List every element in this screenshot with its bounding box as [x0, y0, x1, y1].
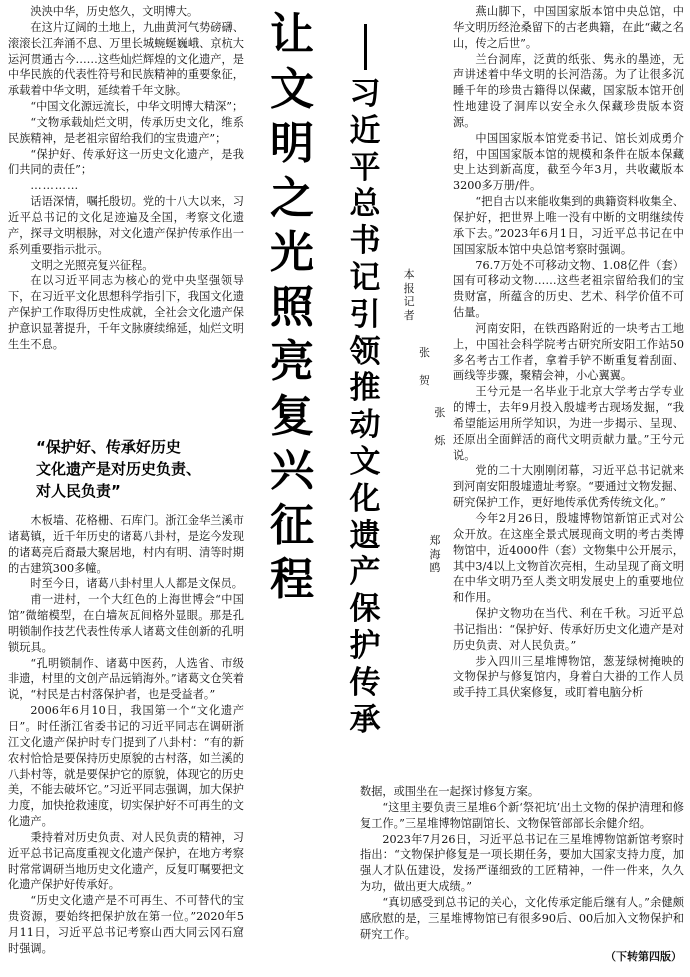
byline-char: 张 [434, 406, 446, 419]
paragraph: 时至今日，诸葛八卦村里人人都是文保员。 [30, 577, 243, 591]
subheadline-char: 近 [349, 112, 381, 149]
paragraph: 在这片辽阔的土地上，九曲黄河气势磅礴、滚滚长江奔涌不息、万里长城蜿蜒巍峨、京杭大运河贯通古今……这些灿烂辉煌的文化遗产，是中华民族的代表性符号和民族精神的重要象征，承载着中华文明，延续着千年文脉。 [8, 20, 244, 98]
paragraph: 党的二十大刚刚闭幕，习近平总书记就来到河南安阳殷墟遗址考察。“要通过文物发掘、研究保护工作，更好地传承优秀传统文化。” [453, 464, 684, 510]
byline-column [434, 268, 446, 488]
em-dash [364, 24, 367, 70]
byline-column [418, 268, 430, 488]
paragraph: 2006年6月10日，我国第一个“文化遗产日”。时任浙江省委书记的习近平同志在调研浙江文化遗产保护时专门提到了八卦村：“有的新农村恰恰是要保持历史原貌的古村落，如兰溪的八卦村等，就是要保护它的原貌，体现它的历史美，不能去破坏它。”习近平同志强调，加大保护力度，加快抢救速度，切实保护好不可再生的文化遗产。 [8, 704, 244, 829]
paragraph: “中国文化源远流长，中华文明博大精深”； [30, 100, 244, 114]
paragraph: “保护好、传承好这一历史文化遗产，是我们共同的责任”； [8, 147, 244, 177]
paragraph: “历史文化遗产是不可再生、不可替代的宝贵资源，要始终把保护放在第一位。”2020年5月11日，习近平总书记考察山西大同云冈石窟时强调。 [8, 894, 244, 955]
byline-char: 烁 [434, 433, 446, 447]
paragraph: 中国国家版本馆党委书记、馆长刘成勇介绍，中国国家版本馆的规模和条件在版本保藏史上达到新高度，截至今年3月，共收藏版本3200多万册/件。 [453, 131, 684, 193]
headline-char: 让 [270, 9, 314, 60]
subheadline-char: 化 [349, 480, 381, 517]
subheadline-char: 引 [349, 296, 381, 333]
headline-char: 明 [270, 118, 314, 169]
byline-column [428, 534, 442, 614]
paragraph: 泱泱中华，历史悠久，文明博大。 [30, 5, 199, 18]
paragraph: 河南安阳，在铁西路附近的一块考古工地上，中国社会科学院考古研究所安阳工作站50多名考古工作者，拿着手铲不断重复着刮面、画线等步骤，聚精会神，小心翼翼。 [453, 321, 684, 383]
paragraph: 燕山脚下，中国国家版本馆中央总馆，中华文明历经沧桑留下的古老典籍，在此“藏之名山，传之后世”。 [453, 5, 684, 50]
paragraph: 数据，或围坐在一起探讨修复方案。 [360, 785, 540, 798]
subheadline [342, 24, 388, 738]
subheadline-char: 习 [349, 76, 381, 112]
byline-char: 记 [403, 295, 415, 308]
paragraph: 木板墙、花格栅、石库门。浙江金华兰溪市诸葛镇，近千年历史的诸葛八卦村，是迄今发现的诸葛亮后裔最大聚居地，村内有明、清等时期的古建筑300多幢。 [8, 514, 244, 575]
subheadline-char: 推 [349, 370, 381, 407]
subheadline-char: 记 [349, 259, 381, 296]
paragraph: “真切感受到总书记的关心，文化传承定能后继有人。”余健颇感欣慰的是，三星堆博物馆已有很多90后、00后加入文物保护和研究工作。 [360, 895, 684, 941]
subheadline-char: 文 [349, 443, 381, 480]
byline-char: 张 [418, 346, 430, 359]
paragraph: “孔明锁制作、诸葛中医药，人选省、市级非遗，村里的文创产品远销海外。”诸葛文仓笑着说，“村民是古村落保护者，也是受益者。” [8, 656, 244, 702]
ellipsis-line: ………… [30, 179, 80, 193]
byline [403, 268, 449, 488]
paragraph: 秉持着对历史负责、对人民负责的精神，习近平总书记高度重视文化遗产保护，在地方考察时常常调研当地历史文化遗产，反复叮嘱要把文化遗产保护好传承好。 [8, 830, 244, 892]
headline [262, 8, 322, 608]
byline-char: 者 [403, 308, 415, 322]
subheadline-char: 承 [349, 701, 381, 738]
paragraph: 文明之光照亮复兴征程。 [30, 258, 154, 272]
article-column-bottom [360, 784, 684, 942]
paragraph: 兰台洞库，泛黄的纸张、隽永的墨迹，无声讲述着中华文明的长河浩荡。为了让很多沉睡千年的珍贵古籍得以保藏，国家版本馆开创性地建设了洞库以安全永久保藏珍贵版本资源。 [453, 52, 684, 129]
subheadline-char: 护 [349, 627, 381, 664]
headline-char: 文 [270, 63, 314, 115]
paragraph: “这里主要负责三星堆6个新‘祭祀坑’出土文物的保护清理和修复工作。”三星堆博物馆副馆长、文物保管部部长余健介绍。 [360, 800, 684, 830]
paragraph: 2023年7月26日，习近平总书记在三星堆博物馆新馆考察时指出：“文物保护修复是一项长期任务，要加大国家支持力度，加强人才队伍建设，发扬严谨细致的工匠精神，一件一件来，久久为功，做出更大成绩。” [360, 832, 684, 894]
paragraph: 76.7万处不可移动文物、1.08亿件（套）国有可移动文物……这些老祖宗留给我们的宝贵财富，所蕴含的历史、艺术、科学价值不可估量。 [453, 258, 684, 320]
subheading-line: “保护好、传承好历史 [36, 438, 181, 456]
headline-char: 程 [270, 554, 314, 605]
paragraph: 话语深情，嘱托殷切。党的十八大以来，习近平总书记的文化足迹遍及全国，考察文化遗产，探寻文明根脉，对文化遗产保护传承作出一系列重要指示批示。 [8, 195, 244, 256]
byline-char: 郑 [429, 534, 441, 547]
subheadline-char: 书 [349, 223, 381, 260]
paragraph: 在以习近平同志为核心的党中央坚强领导下，在习近平文化思想科学指引下，我国文化遗产保护工作取得历史性成就，全社会文化遗产保护意识显著提升，千年文脉赓续绵延，灿烂文明生生不息。 [8, 274, 244, 351]
section-subheading [36, 436, 241, 502]
subheadline-char: 传 [349, 664, 381, 701]
subheading-line: 文化遗产是对历史负责、 [36, 460, 202, 478]
paragraph: 甫一进村，一个大红色的上海世博会“中国馆”微缩模型，在白墙灰瓦间格外显眼。那是孔明锁制作技艺代表性传承人诸葛文佳创新的孔明锁玩具。 [8, 593, 244, 654]
paragraph: “文物承载灿烂文明，传承历史文化，维系民族精神，是老祖宗留给我们的宝贵遗产”； [8, 115, 244, 145]
continuation-note: （下转第四版） [605, 950, 682, 963]
subheadline-char: 遗 [349, 517, 381, 554]
paragraph: 今年2月26日，殷墟博物馆新馆正式对公众开放。在这座全景式展现商文明的考古类博物馆中，近4000件（套）文物集中公开展示，其中3/4以上文物首次亮相，生动呈现了商文明在中华文明乃至人类文明发展史上的重要地位和作用。 [453, 512, 684, 605]
paragraph: 保护文物功在当代、利在千秋。习近平总书记指出：“保护好、传承好历史文化遗产是对历史负责、对人民负责。” [453, 607, 684, 652]
headline-char: 之 [270, 172, 314, 224]
subheading-line: 对人民负责” [36, 482, 121, 500]
headline-char: 复 [270, 390, 314, 442]
article-column-left-lower [8, 513, 244, 957]
paragraph: “把自古以来能收集到的典籍资料收集全、保护好，把世界上唯一没有中断的文明继续传承下去。”2023年6月1日，习近平总书记在中国国家版本馆中央总馆考察时强调。 [453, 195, 684, 256]
headline-char: 光 [270, 227, 314, 278]
byline-column [403, 268, 415, 488]
byline-char: 本 [403, 268, 415, 281]
headline-char: 兴 [270, 445, 314, 496]
headline-char: 征 [270, 499, 314, 551]
paragraph: 王兮元是一名毕业于北京大学考古学专业的博士，去年9月投入殷墟考古现场发掘，“我希望能运用所学知识，为进一步揭示、呈现、还原出全面鲜活的商代文明贡献力量。”王兮元说。 [453, 385, 684, 462]
byline-char: 贺 [418, 373, 430, 387]
subheadline-char: 领 [349, 333, 381, 370]
subheadline-char: 平 [349, 149, 381, 186]
article-column-left [8, 4, 244, 353]
subheadline-char: 保 [349, 591, 381, 628]
subheadline-char: 产 [349, 554, 381, 591]
headline-char: 照 [270, 281, 314, 333]
byline-char: 报 [403, 281, 415, 295]
byline-char: 海 [429, 547, 441, 561]
byline-char: 鸥 [429, 561, 441, 574]
subheadline-char: 总 [349, 186, 381, 223]
headline-char: 亮 [270, 336, 314, 387]
paragraph: 步入四川三星堆博物馆，葱茏绿树掩映的文物保护与修复馆内，身着白大褂的工作人员或手持工具伏案修复，或盯着电脑分析 [453, 654, 684, 700]
article-column-right [453, 4, 684, 701]
subheadline-char: 动 [349, 407, 381, 444]
